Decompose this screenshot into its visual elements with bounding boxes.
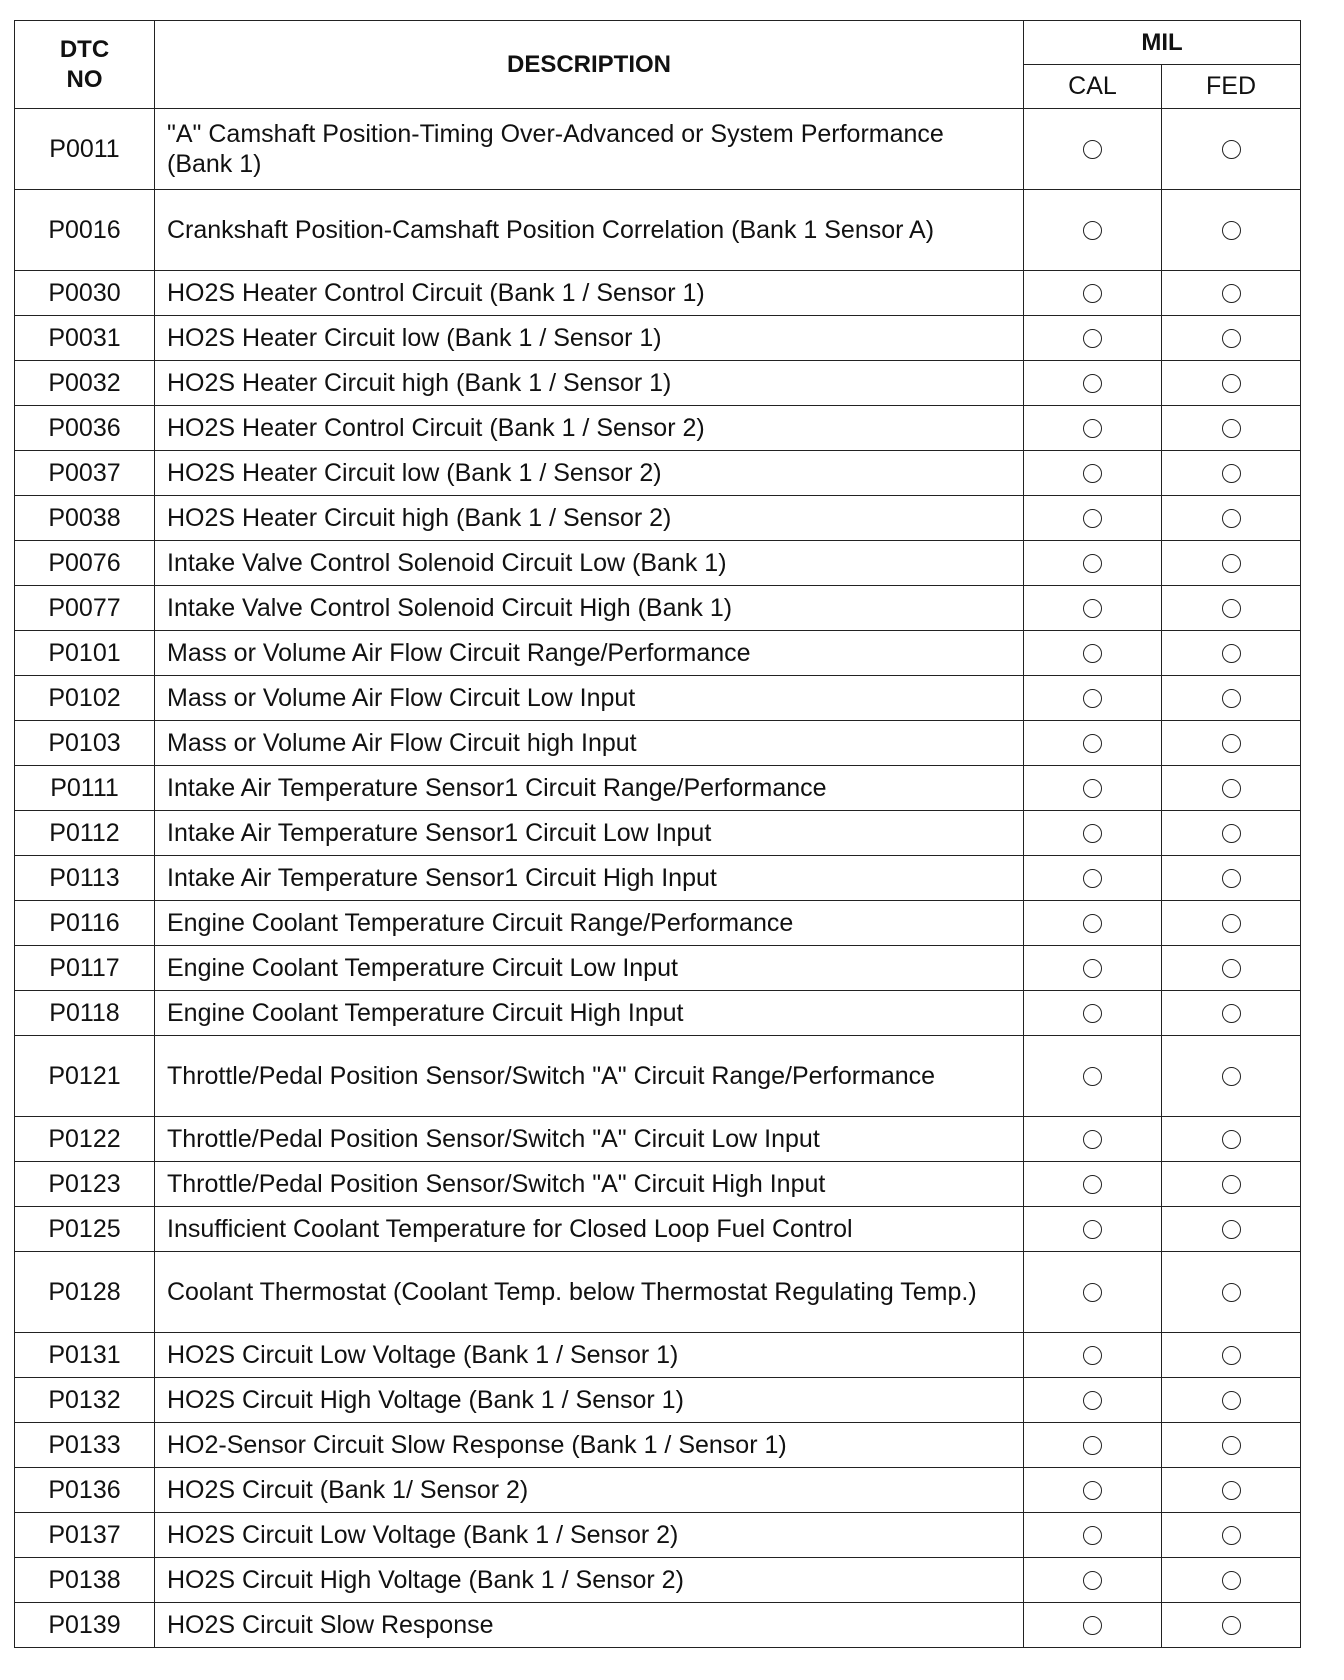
circle-mark-icon [1083,779,1102,798]
circle-mark-icon [1222,1283,1241,1302]
table-row [15,721,1301,766]
cal-mil-cell [1024,1468,1162,1513]
fed-mil-cell [1162,1468,1301,1513]
table-row [15,766,1301,811]
circle-mark-icon [1222,284,1241,303]
circle-mark-icon [1083,140,1102,159]
fed-mil-cell [1162,901,1301,946]
fed-mil-cell [1162,586,1301,631]
cal-mil-cell [1024,496,1162,541]
dtc-header-line2: NO [66,65,103,93]
table-row [15,946,1301,991]
mil-header: MIL [1024,21,1301,65]
circle-mark-icon [1222,329,1241,348]
circle-mark-icon [1222,824,1241,843]
cal-mil-cell [1024,190,1162,271]
cal-mil-cell [1024,586,1162,631]
cal-mil-cell [1024,541,1162,586]
dtc-description: HO2S Circuit High Voltage (Bank 1 / Sensor 2) [155,1558,1024,1603]
fed-mil-cell [1162,1162,1301,1207]
dtc-code: P0103 [15,721,155,766]
dtc-code: P0122 [15,1117,155,1162]
cal-mil-cell [1024,1378,1162,1423]
dtc-code: P0077 [15,586,155,631]
circle-mark-icon [1222,554,1241,573]
table-row [15,1207,1301,1252]
circle-mark-icon [1083,1067,1102,1086]
circle-mark-icon [1222,1130,1241,1149]
circle-mark-icon [1222,464,1241,483]
dtc-header-line1: DTC [59,35,110,63]
cal-header: CAL [1024,65,1162,109]
cal-mil-cell [1024,631,1162,676]
circle-mark-icon [1083,1220,1102,1239]
circle-mark-icon [1222,959,1241,978]
dtc-description: Intake Air Temperature Sensor1 Circuit Low Input [155,811,1024,856]
dtc-description: HO2S Heater Circuit low (Bank 1 / Sensor 1) [155,316,1024,361]
table-row [15,1603,1301,1648]
fed-mil-cell [1162,946,1301,991]
cal-mil-cell [1024,1036,1162,1117]
table-row [15,856,1301,901]
dtc-code: P0137 [15,1513,155,1558]
dtc-description: Intake Air Temperature Sensor1 Circuit High Input [155,856,1024,901]
dtc-code: P0076 [15,541,155,586]
circle-mark-icon [1222,1175,1241,1194]
cal-mil-cell [1024,1423,1162,1468]
table-row [15,1423,1301,1468]
fed-header: FED [1162,65,1301,109]
circle-mark-icon [1083,734,1102,753]
circle-mark-icon [1083,644,1102,663]
table-row [15,496,1301,541]
dtc-description: HO2S Circuit Low Voltage (Bank 1 / Sensor 1) [155,1333,1024,1378]
dtc-description: HO2S Circuit (Bank 1/ Sensor 2) [155,1468,1024,1513]
circle-mark-icon [1083,1481,1102,1500]
dtc-code: P0125 [15,1207,155,1252]
fed-mil-cell [1162,451,1301,496]
fed-mil-cell [1162,109,1301,190]
fed-mil-cell [1162,766,1301,811]
table-row [15,1468,1301,1513]
dtc-code: P0031 [15,316,155,361]
fed-mil-cell [1162,631,1301,676]
circle-mark-icon [1222,221,1241,240]
cal-mil-cell [1024,1513,1162,1558]
dtc-description: Engine Coolant Temperature Circuit Low Input [155,946,1024,991]
cal-mil-cell [1024,901,1162,946]
dtc-description: "A" Camshaft Position-Timing Over-Advanced or System Performance (Bank 1) [155,109,1024,190]
fed-mil-cell [1162,991,1301,1036]
circle-mark-icon [1222,1004,1241,1023]
dtc-code: P0037 [15,451,155,496]
dtc-code: P0036 [15,406,155,451]
dtc-description: Mass or Volume Air Flow Circuit high Input [155,721,1024,766]
circle-mark-icon [1083,554,1102,573]
table-row [15,406,1301,451]
dtc-code: P0032 [15,361,155,406]
dtc-description: Engine Coolant Temperature Circuit High Input [155,991,1024,1036]
circle-mark-icon [1222,1220,1241,1239]
cal-mil-cell [1024,1603,1162,1648]
circle-mark-icon [1083,221,1102,240]
circle-mark-icon [1222,1346,1241,1365]
dtc-code: P0011 [15,109,155,190]
table-row [15,271,1301,316]
cal-mil-cell [1024,1162,1162,1207]
table-row [15,1162,1301,1207]
dtc-description: Throttle/Pedal Position Sensor/Switch "A" Circuit Range/Performance [155,1036,1024,1117]
circle-mark-icon [1222,140,1241,159]
fed-mil-cell [1162,856,1301,901]
dtc-code: P0138 [15,1558,155,1603]
cal-mil-cell [1024,856,1162,901]
circle-mark-icon [1222,869,1241,888]
cal-mil-cell [1024,946,1162,991]
cal-mil-cell [1024,406,1162,451]
table-row [15,1117,1301,1162]
cal-mil-cell [1024,1252,1162,1333]
dtc-code: P0116 [15,901,155,946]
table-header [15,21,1301,109]
table-row [15,991,1301,1036]
table-row [15,1333,1301,1378]
dtc-description: Intake Air Temperature Sensor1 Circuit Range/Performance [155,766,1024,811]
dtc-description: Mass or Volume Air Flow Circuit Low Input [155,676,1024,721]
table-row [15,1036,1301,1117]
dtc-code: P0101 [15,631,155,676]
dtc-description: Coolant Thermostat (Coolant Temp. below Thermostat Regulating Temp.) [155,1252,1024,1333]
dtc-code: P0132 [15,1378,155,1423]
fed-mil-cell [1162,496,1301,541]
table-row [15,316,1301,361]
table-row [15,451,1301,496]
cal-mil-cell [1024,1207,1162,1252]
circle-mark-icon [1083,1283,1102,1302]
dtc-code: P0113 [15,856,155,901]
circle-mark-icon [1222,779,1241,798]
dtc-code: P0117 [15,946,155,991]
cal-mil-cell [1024,1117,1162,1162]
dtc-table [14,20,1301,1648]
circle-mark-icon [1083,1004,1102,1023]
circle-mark-icon [1083,599,1102,618]
dtc-description: HO2S Circuit High Voltage (Bank 1 / Sensor 1) [155,1378,1024,1423]
circle-mark-icon [1083,914,1102,933]
table-row [15,631,1301,676]
dtc-code: P0112 [15,811,155,856]
table-row [15,190,1301,271]
fed-mil-cell [1162,1252,1301,1333]
cal-mil-cell [1024,451,1162,496]
circle-mark-icon [1222,734,1241,753]
fed-mil-cell [1162,811,1301,856]
description-header: DESCRIPTION [155,21,1024,109]
dtc-code: P0102 [15,676,155,721]
fed-mil-cell [1162,406,1301,451]
cal-mil-cell [1024,721,1162,766]
table-row [15,541,1301,586]
fed-mil-cell [1162,1423,1301,1468]
table-row [15,676,1301,721]
table-row [15,901,1301,946]
circle-mark-icon [1083,1526,1102,1545]
dtc-description: HO2S Heater Control Circuit (Bank 1 / Sensor 1) [155,271,1024,316]
dtc-code: P0139 [15,1603,155,1648]
circle-mark-icon [1083,1436,1102,1455]
circle-mark-icon [1083,1346,1102,1365]
circle-mark-icon [1222,689,1241,708]
cal-mil-cell [1024,316,1162,361]
table-row [15,1252,1301,1333]
table-row [15,1513,1301,1558]
header-row-top [15,21,1301,65]
circle-mark-icon [1083,1391,1102,1410]
cal-mil-cell [1024,991,1162,1036]
table-row [15,811,1301,856]
fed-mil-cell [1162,1333,1301,1378]
circle-mark-icon [1222,599,1241,618]
circle-mark-icon [1222,374,1241,393]
dtc-description: Crankshaft Position-Camshaft Position Correlation (Bank 1 Sensor A) [155,190,1024,271]
dtc-code: P0128 [15,1252,155,1333]
dtc-code: P0030 [15,271,155,316]
dtc-description: HO2-Sensor Circuit Slow Response (Bank 1 / Sensor 1) [155,1423,1024,1468]
circle-mark-icon [1222,644,1241,663]
table-row [15,1378,1301,1423]
circle-mark-icon [1083,869,1102,888]
fed-mil-cell [1162,190,1301,271]
circle-mark-icon [1222,1481,1241,1500]
dtc-description: Insufficient Coolant Temperature for Closed Loop Fuel Control [155,1207,1024,1252]
dtc-code: P0131 [15,1333,155,1378]
circle-mark-icon [1222,509,1241,528]
dtc-code: P0016 [15,190,155,271]
fed-mil-cell [1162,316,1301,361]
fed-mil-cell [1162,361,1301,406]
circle-mark-icon [1083,374,1102,393]
circle-mark-icon [1083,1571,1102,1590]
circle-mark-icon [1222,1526,1241,1545]
circle-mark-icon [1083,1175,1102,1194]
circle-mark-icon [1222,914,1241,933]
dtc-description: Throttle/Pedal Position Sensor/Switch "A" Circuit Low Input [155,1117,1024,1162]
dtc-description: HO2S Heater Circuit high (Bank 1 / Sensor 2) [155,496,1024,541]
circle-mark-icon [1083,959,1102,978]
circle-mark-icon [1083,284,1102,303]
cal-mil-cell [1024,811,1162,856]
fed-mil-cell [1162,1036,1301,1117]
dtc-description: Intake Valve Control Solenoid Circuit Low (Bank 1) [155,541,1024,586]
circle-mark-icon [1083,824,1102,843]
circle-mark-icon [1083,689,1102,708]
cal-mil-cell [1024,109,1162,190]
circle-mark-icon [1222,1067,1241,1086]
fed-mil-cell [1162,1117,1301,1162]
table-row [15,586,1301,631]
fed-mil-cell [1162,1558,1301,1603]
circle-mark-icon [1083,1616,1102,1635]
dtc-description: Throttle/Pedal Position Sensor/Switch "A" Circuit High Input [155,1162,1024,1207]
dtc-description: Intake Valve Control Solenoid Circuit High (Bank 1) [155,586,1024,631]
circle-mark-icon [1083,1130,1102,1149]
dtc-code: P0121 [15,1036,155,1117]
dtc-description: HO2S Heater Circuit low (Bank 1 / Sensor 2) [155,451,1024,496]
fed-mil-cell [1162,1378,1301,1423]
table-row [15,1558,1301,1603]
cal-mil-cell [1024,676,1162,721]
circle-mark-icon [1222,1571,1241,1590]
cal-mil-cell [1024,1333,1162,1378]
dtc-description: HO2S Circuit Slow Response [155,1603,1024,1648]
dtc-code: P0133 [15,1423,155,1468]
circle-mark-icon [1083,329,1102,348]
circle-mark-icon [1222,1436,1241,1455]
fed-mil-cell [1162,541,1301,586]
dtc-description: HO2S Circuit Low Voltage (Bank 1 / Sensor 2) [155,1513,1024,1558]
dtc-no-header [15,21,155,109]
fed-mil-cell [1162,271,1301,316]
table-body [15,109,1301,1648]
fed-mil-cell [1162,1513,1301,1558]
cal-mil-cell [1024,361,1162,406]
dtc-code: P0118 [15,991,155,1036]
fed-mil-cell [1162,1603,1301,1648]
dtc-description: HO2S Heater Circuit high (Bank 1 / Sensor 1) [155,361,1024,406]
dtc-code: P0111 [15,766,155,811]
cal-mil-cell [1024,766,1162,811]
table-row [15,109,1301,190]
dtc-code: P0123 [15,1162,155,1207]
dtc-description: HO2S Heater Control Circuit (Bank 1 / Sensor 2) [155,406,1024,451]
fed-mil-cell [1162,721,1301,766]
circle-mark-icon [1083,419,1102,438]
dtc-code: P0038 [15,496,155,541]
table-row [15,361,1301,406]
dtc-description: Engine Coolant Temperature Circuit Range/Performance [155,901,1024,946]
circle-mark-icon [1083,464,1102,483]
dtc-description: Mass or Volume Air Flow Circuit Range/Performance [155,631,1024,676]
circle-mark-icon [1222,1391,1241,1410]
cal-mil-cell [1024,1558,1162,1603]
circle-mark-icon [1083,509,1102,528]
fed-mil-cell [1162,676,1301,721]
dtc-code: P0136 [15,1468,155,1513]
cal-mil-cell [1024,271,1162,316]
fed-mil-cell [1162,1207,1301,1252]
circle-mark-icon [1222,1616,1241,1635]
circle-mark-icon [1222,419,1241,438]
